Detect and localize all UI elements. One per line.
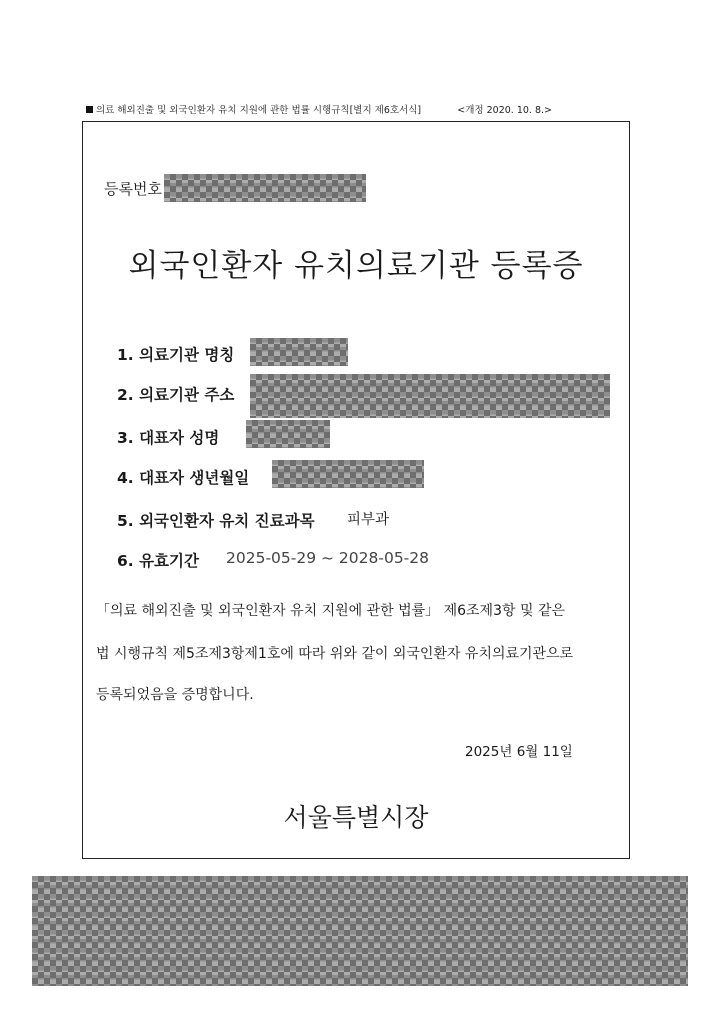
registration-number-label: 등록번호 — [104, 180, 162, 198]
redacted-institution-name — [250, 338, 348, 366]
issue-date: 2025년 6월 11일 — [465, 744, 573, 760]
item-institution-address-label: 2. 의료기관 주소 — [117, 386, 235, 404]
redacted-representative-name — [246, 420, 330, 448]
certificate-title: 외국인환자 유치의료기관 등록증 — [128, 248, 584, 284]
item-department-value: 피부과 — [347, 512, 390, 528]
item-department-label: 5. 외국인환자 유치 진료과목 — [117, 512, 315, 530]
item-representative-birthdate-label: 4. 대표자 생년월일 — [117, 469, 250, 487]
item-institution-name-label: 1. 의료기관 명칭 — [117, 346, 235, 364]
issuer-name: 서울특별시장 — [283, 803, 429, 832]
item-validity-label: 6. 유효기간 — [117, 552, 199, 570]
item-validity-value: 2025-05-29 ~ 2028-05-28 — [226, 549, 429, 567]
redacted-bottom-area — [32, 876, 688, 986]
item-representative-name-label: 3. 대표자 성명 — [117, 429, 220, 447]
redacted-registration-number — [164, 174, 366, 202]
redacted-institution-address — [250, 374, 610, 418]
certification-text-line: 「의료 해외진출 및 외국인환자 유치 지원에 관한 법률」 제6조제3항 및 같은 — [96, 603, 565, 619]
form-reference: 의료 해외진출 및 외국인환자 유치 지원에 관한 법률 시행규칙[별지 제6호서식] — [96, 105, 422, 116]
certification-text-line: 법 시행규칙 제5조제3항제1호에 따라 위와 같이 외국인환자 유치의료기관으로 — [96, 646, 574, 662]
revision-date: <개정 2020. 10. 8.> — [457, 105, 552, 116]
black-square-icon — [86, 106, 93, 113]
certification-text-line: 등록되었음을 증명합니다. — [96, 687, 254, 703]
redacted-representative-birthdate — [272, 460, 424, 488]
form-header — [86, 104, 642, 118]
